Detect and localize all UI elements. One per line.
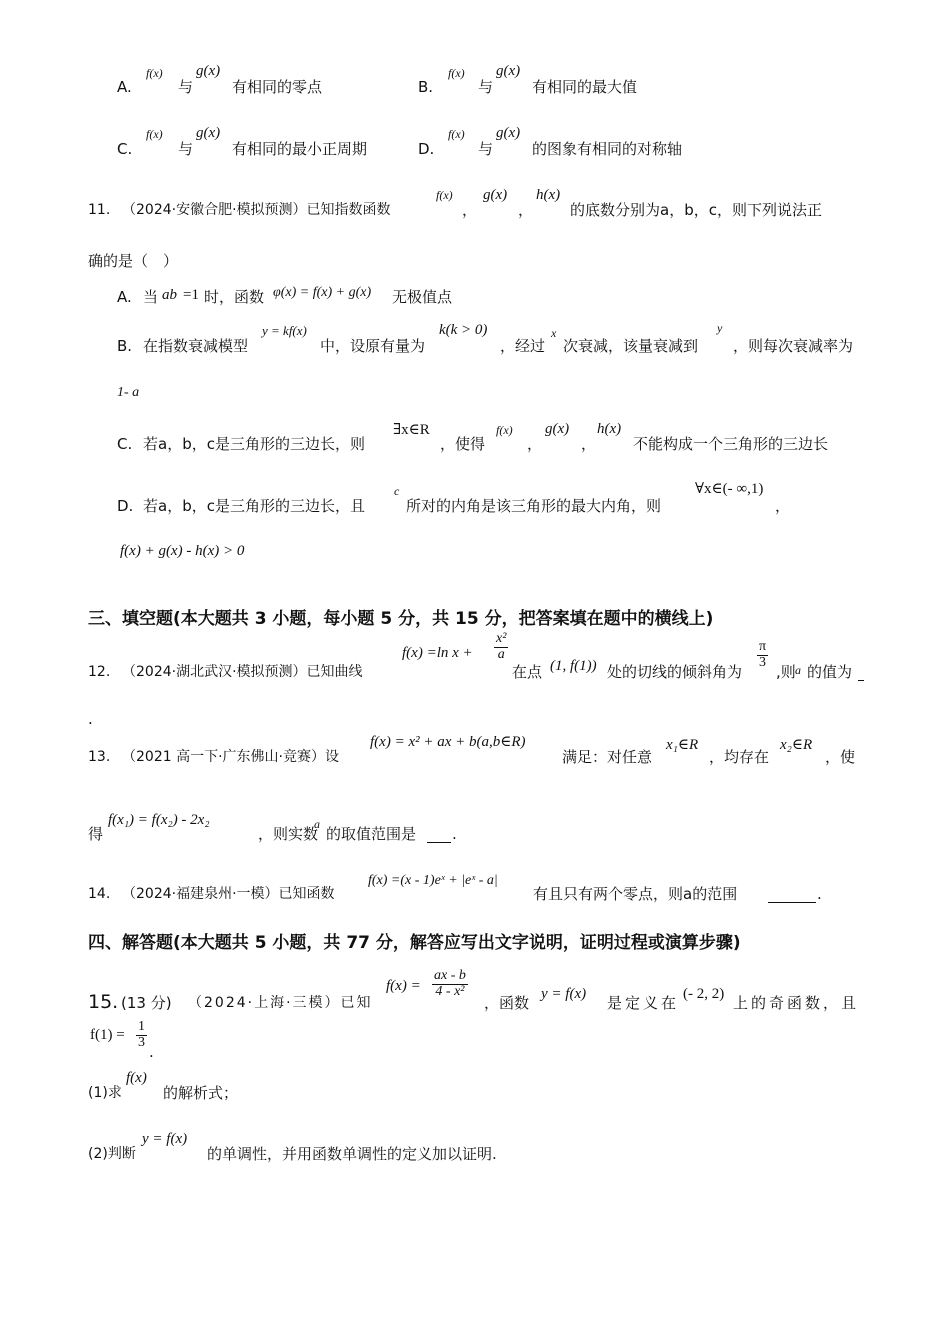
q10-option-a	[117, 80, 132, 95]
option-text: ，使得	[440, 435, 486, 453]
option-text: 无极值点	[392, 288, 453, 306]
question-text: 的取值范围是	[326, 825, 417, 843]
option-label: A.	[117, 78, 132, 96]
part-label: (1)求	[88, 1085, 122, 1101]
question-text: 上的奇函数，且	[733, 994, 860, 1012]
part-label: (2)判断	[88, 1146, 136, 1162]
question-source: （2024·安徽合肥·模拟预测）已知指数函数	[122, 202, 391, 218]
math-g: g(x)	[496, 125, 521, 141]
fraction-denominator: a	[497, 646, 505, 662]
fraction-numerator: π	[759, 639, 767, 654]
math-inequality: f(x) + g(x) - h(x) > 0	[120, 543, 245, 559]
math-c: c	[394, 484, 400, 498]
answer-blank[interactable]	[768, 888, 816, 903]
comma: ，	[775, 497, 791, 515]
comma: ，	[527, 435, 543, 453]
question-text: ，则实数	[258, 825, 319, 843]
math-f: f(x) = x² + ax + b(a,b∈R)	[370, 734, 526, 750]
math-y: y = f(x)	[541, 986, 587, 1002]
question-text: 的底数分别为a，b，c，则下列说法正	[570, 201, 822, 219]
math-f1: f(1) =	[90, 1027, 125, 1043]
option-text: ，则每次衰减率为	[733, 337, 854, 355]
math-x2: x₂∈R	[780, 737, 813, 753]
math-f: f(x)	[448, 127, 465, 141]
answer-blank[interactable]	[858, 666, 864, 681]
period: .	[817, 885, 822, 903]
math-f: f(x)	[126, 1070, 147, 1086]
math-a: a	[795, 663, 801, 677]
question-text: 得	[88, 825, 104, 843]
math-model: y = kf(x)	[262, 323, 307, 338]
question-text: 有且只有两个零点，则a的范围	[533, 885, 738, 903]
option-text: ，经过	[500, 337, 546, 355]
text-yu: 与	[478, 78, 494, 96]
fraction-denominator: 3	[138, 1034, 145, 1050]
text-yu: 与	[178, 78, 194, 96]
option-text: 的图象有相同的对称轴	[532, 140, 683, 158]
math-equation: f(x₁) = f(x₂) - 2x₂	[108, 812, 210, 828]
question-number: 11.	[88, 202, 111, 218]
option-text: 时，函数	[204, 288, 265, 306]
comma: ，	[462, 201, 478, 219]
math-phi: φ(x) = f(x) + g(x)	[273, 285, 372, 300]
question-number: 12.	[88, 664, 111, 680]
answer-blank[interactable]	[427, 828, 451, 843]
fraction-numerator: x²	[496, 631, 507, 646]
option-text: 若a，b，c是三角形的三边长，则	[143, 435, 365, 453]
option-text: 在指数衰减模型	[143, 337, 249, 355]
question-text: 是定义在	[607, 994, 680, 1012]
fraction	[432, 969, 468, 999]
math-f: f(x)	[448, 66, 465, 80]
question-number: 14.	[88, 886, 111, 902]
q10-option-d-label: D.	[418, 140, 435, 158]
option-text: 有相同的最大值	[532, 78, 638, 96]
math-y: y = f(x)	[142, 1131, 188, 1147]
question-source: （2024·福建泉州·一模）已知函数	[122, 886, 335, 902]
part-text: 的解析式；	[163, 1084, 239, 1102]
math-interval: (- 2, 2)	[683, 986, 725, 1002]
math-exists: ∃x∈R	[393, 422, 430, 438]
option-text: 有相同的最小正周期	[232, 140, 368, 158]
question-text: 确的是（ ）	[88, 252, 179, 270]
option-text: 中，设原有量为	[320, 337, 426, 355]
option-text: 所对的内角是该三角形的最大内角，则	[406, 497, 662, 515]
option-text: 若a，b，c是三角形的三边长，且	[143, 497, 365, 515]
part-text: 的单调性，并用函数单调性的定义加以证明.	[207, 1145, 497, 1163]
math-y: y	[717, 321, 723, 335]
question-text: 处的切线的倾斜角为	[607, 663, 743, 681]
math-h: h(x)	[597, 421, 622, 437]
question-text: ,则	[776, 663, 796, 681]
math-rate: 1- a	[117, 385, 140, 400]
option-text: 有相同的零点	[232, 78, 323, 96]
math-g: g(x)	[196, 125, 221, 141]
option-text: 次衰减，该量衰减到	[563, 337, 699, 355]
math-x: x	[551, 326, 557, 340]
option-label: A.	[117, 288, 132, 306]
period: .	[452, 825, 457, 843]
question-text: ，函数	[484, 994, 530, 1012]
option-text: 当	[143, 288, 159, 306]
section-heading: 四、解答题(本大题共 5 小题，共 77 分，解答应写出文字说明，证明过程或演算步骤)	[88, 933, 741, 953]
math-f: f(x)	[436, 188, 453, 202]
math-x1: x₁∈R	[666, 737, 699, 753]
question-text: 的值为	[807, 663, 853, 681]
text-yu: 与	[178, 140, 194, 158]
fraction-numerator: 1	[138, 1019, 145, 1034]
option-label: D.	[117, 497, 134, 515]
question-source: （2021 高一下·广东佛山·竞赛）设	[122, 749, 339, 765]
option-label: C.	[117, 435, 133, 453]
math-f: f(x) =(x - 1)eˣ + |eˣ - a|	[368, 873, 498, 888]
fraction-denominator: 4 - x²	[435, 983, 465, 999]
math-ab: ab	[162, 287, 177, 303]
question-text: ，使	[825, 748, 856, 766]
fraction	[494, 632, 508, 662]
math-g: g(x)	[483, 187, 508, 203]
question-score: (13 分)	[121, 994, 172, 1012]
option-label: B.	[117, 337, 133, 355]
period: .	[88, 710, 93, 728]
math-a: a	[314, 817, 320, 831]
section-heading: 三、填空题(本大题共 3 小题，每小题 5 分，共 15 分，把答案填在题中的横线上)	[88, 609, 714, 629]
math-forall: ∀x∈(- ∞,1)	[695, 481, 764, 497]
math-f: f(x)	[496, 423, 513, 437]
comma: ，	[581, 435, 597, 453]
math-eq: =1	[183, 287, 199, 303]
question-number: 13.	[88, 749, 111, 765]
math-point: (1, f(1))	[550, 658, 597, 674]
math-f: f(x)	[146, 66, 163, 80]
math-k: k(k > 0)	[439, 322, 488, 338]
q10-option-b-label: B.	[418, 78, 434, 96]
period: .	[149, 1043, 154, 1061]
question-source: （2024·上海·三模）已知	[188, 995, 373, 1011]
question-text: 满足：对任意	[562, 748, 653, 766]
fraction	[757, 640, 768, 670]
math-g: g(x)	[545, 421, 570, 437]
question-text: ，均存在	[709, 748, 770, 766]
math-h: h(x)	[536, 187, 561, 203]
math-f: f(x) =	[386, 978, 421, 994]
option-text: 不能构成一个三角形的三边长	[633, 435, 829, 453]
fraction-denominator: 3	[759, 654, 767, 670]
q10-option-c-label: C.	[117, 140, 133, 158]
math-g: g(x)	[496, 63, 521, 79]
question-text: 在点	[512, 663, 543, 681]
math-g: g(x)	[196, 63, 221, 79]
math-f: f(x) =ln x +	[402, 645, 473, 661]
fraction	[136, 1020, 147, 1050]
math-f: f(x)	[146, 127, 163, 141]
comma: ，	[518, 201, 534, 219]
question-source: （2024·湖北武汉·模拟预测）已知曲线	[122, 664, 363, 680]
text-yu: 与	[478, 140, 494, 158]
fraction-numerator: ax - b	[434, 968, 466, 983]
question-number: 15.	[88, 991, 119, 1013]
